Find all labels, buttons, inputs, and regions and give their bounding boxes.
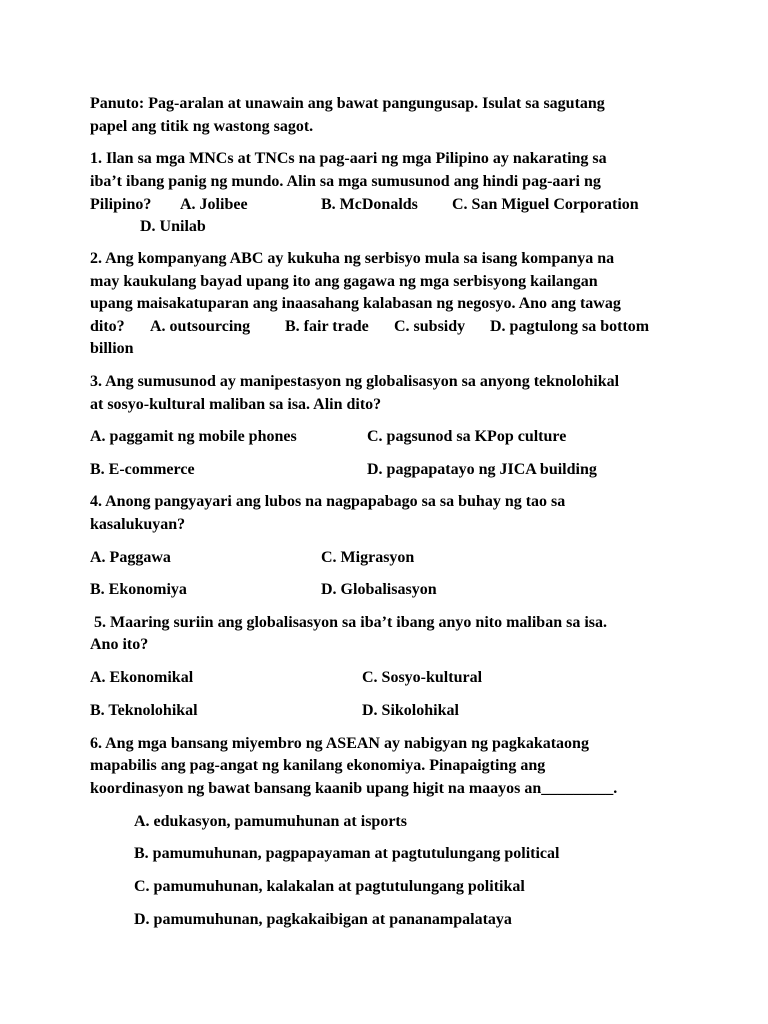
q4-option-a: A. Paggawa <box>90 549 171 566</box>
q5-option-a: A. Ekonomikal <box>90 669 194 686</box>
instructions-line-1: Panuto: Pag-aralan at unawain ang bawat pangungusap. Isulat sa sagutang <box>90 95 605 112</box>
q2-line-1: 2. Ang kompanyang ABC ay kukuha ng serbisyo mula sa isang kompanya na <box>90 250 615 267</box>
q2-option-b: B. fair trade <box>285 318 369 335</box>
q3-option-a: A. paggamit ng mobile phones <box>90 428 297 445</box>
q4-line-1: 4. Anong pangyayari ang lubos na nagpapabago sa sa buhay ng tao sa <box>90 493 566 510</box>
q4-line-2: kasalukuyan? <box>90 516 186 533</box>
q6-option-b: B. pamumuhunan, pagpapayaman at pagtutulungang political <box>134 845 560 862</box>
q1-option-a: A. Jolibee <box>180 196 248 213</box>
q2-line-2: may kaukulang bayad upang ito ang gagawa ng mga serbisyong kailangan <box>90 273 598 290</box>
q1-option-d: D. Unilab <box>140 218 206 235</box>
q1-option-b: B. McDonalds <box>321 196 418 213</box>
q6-option-d: D. pamumuhunan, pagkakaibigan at pananampalataya <box>134 911 512 928</box>
q1-line-1: 1. Ilan sa mga MNCs at TNCs na pag-aari ng mga Pilipino ay nakarating sa <box>90 150 607 167</box>
q6-line-2: mapabilis ang pag-angat ng kanilang ekonomiya. Pinapaigting ang <box>90 757 546 774</box>
q6-option-c: C. pamumuhunan, kalakalan at pagtutulungang politikal <box>134 878 525 895</box>
q5-option-b: B. Teknolohikal <box>90 702 198 719</box>
q1-stem-end: Pilipino? <box>90 196 152 213</box>
q1-option-c: C. San Miguel Corporation <box>452 196 639 213</box>
q5-line-2: Ano ito? <box>90 636 149 653</box>
q6-line-3: koordinasyon ng bawat bansang kaanib upang higit na maayos an_________. <box>90 780 618 797</box>
q4-option-b: B. Ekonomiya <box>90 581 187 598</box>
q2-option-a: A. outsourcing <box>150 318 251 335</box>
q6-option-a: A. edukasyon, pamumuhunan at isports <box>134 813 407 830</box>
q3-option-d: D. pagpapatayo ng JICA building <box>367 461 597 478</box>
q5-option-c: C. Sosyo-kultural <box>362 669 483 686</box>
q4-option-d: D. Globalisasyon <box>321 581 437 598</box>
q1-line-2: iba’t ibang panig ng mundo. Alin sa mga sumusunod ang hindi pag-aari ng <box>90 173 601 190</box>
q2-option-d: D. pagtulong sa bottom <box>490 318 650 335</box>
q2-option-c: C. subsidy <box>394 318 466 335</box>
q5-option-d: D. Sikolohikal <box>362 702 459 719</box>
q3-option-b: B. E-commerce <box>90 461 195 478</box>
q2-option-d-continuation: billion <box>90 340 134 357</box>
instructions-line-2: papel ang titik ng wastong sagot. <box>90 118 314 135</box>
q2-line-3: upang maisakatuparan ang inaasahang kalabasan ng negosyo. Ano ang tawag <box>90 295 621 312</box>
q3-option-c: C. pagsunod sa KPop culture <box>367 428 567 445</box>
q4-option-c: C. Migrasyon <box>321 549 415 566</box>
q3-line-1: 3. Ang sumusunod ay manipestasyon ng globalisasyon sa anyong teknolohikal <box>90 373 620 390</box>
q2-stem-end: dito? <box>90 318 125 335</box>
q3-line-2: at sosyo-kultural maliban sa isa. Alin dito? <box>90 396 382 413</box>
q6-line-1: 6. Ang mga bansang miyembro ng ASEAN ay nabigyan ng pagkakataong <box>90 735 589 752</box>
q5-line-1: 5. Maaring suriin ang globalisasyon sa iba’t ibang anyo nito maliban sa isa. <box>90 614 607 631</box>
